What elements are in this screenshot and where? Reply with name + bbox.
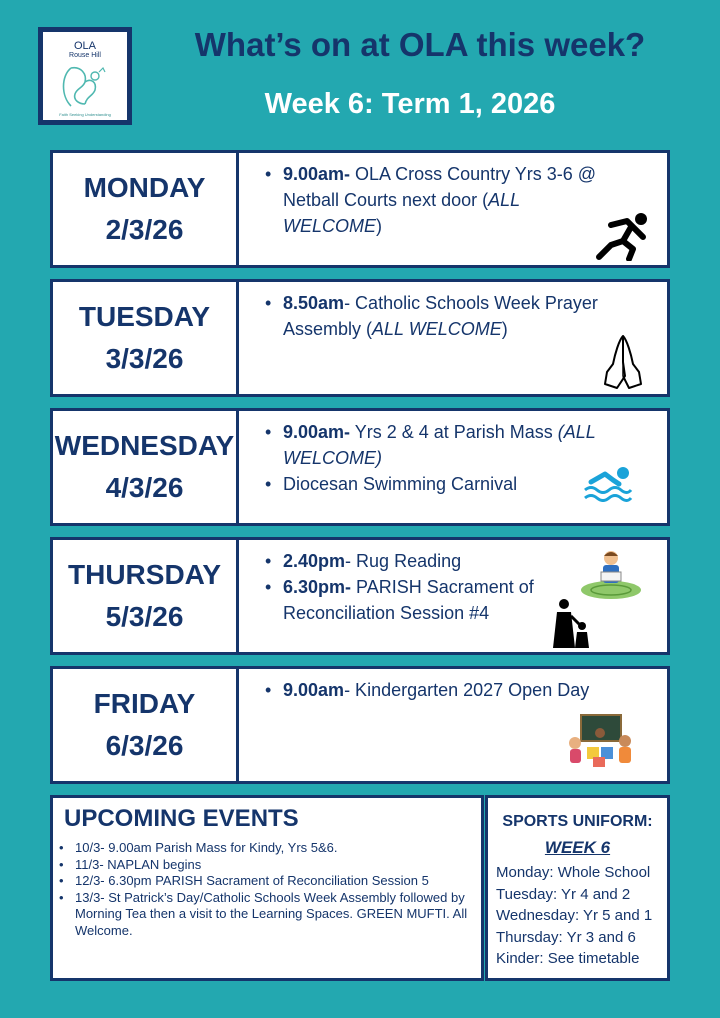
praying-hands-icon [601,332,645,390]
day-name: THURSDAY [68,559,221,590]
upcoming-events-panel [50,795,484,981]
event-text: - Rug Reading [345,551,462,571]
event-item [253,419,623,471]
event-item [253,290,623,342]
day-name: WEDNESDAY [54,430,235,461]
uniform-list [496,862,652,970]
event-note: ALL WELCOME [283,190,520,236]
event-note: ALL WELCOME [372,319,502,339]
day-row-monday [50,150,670,268]
logo-motto: Faith Seeking Understanding [59,112,111,117]
list-item: Thursday: Yr 3 and 6 [496,928,636,946]
list-item: Tuesday: Yr 4 and 2 [496,885,631,903]
day-label [53,153,239,265]
priest-confession-icon [553,598,591,650]
list-item: • 10/3- 9.00am Parish Mass for Kindy, Yrs 5&6. [53,840,473,857]
event-text: PARISH Sacrament of Reconciliation Session #4 [283,577,534,623]
day-name: MONDAY [83,172,206,203]
school-logo [38,27,132,125]
event-time: 6.30pm- [283,577,352,597]
list-item: • 12/3- 6.30pm PARISH Sacrament of Reconciliation Session 5 [53,873,473,890]
day-label [53,282,239,394]
upcoming-list [53,840,473,939]
day-row-tuesday [50,279,670,397]
day-row-thursday [50,537,670,655]
day-label [53,540,239,652]
event-time: 8.50am [283,293,345,313]
event-list [253,677,623,703]
sports-uniform-panel [485,795,670,981]
day-name: FRIDAY [93,688,196,719]
event-list [253,161,623,239]
day-label [53,411,239,523]
event-text: OLA Cross Country Yrs 3-6 @ Netball Courts next door ( [283,164,597,210]
event-list [253,290,623,342]
event-close: ) [376,216,383,236]
event-time: 9.00am [283,680,345,700]
event-item [253,161,623,239]
event-text: - Catholic Schools Week Prayer Assembly ( [283,293,598,339]
page-subtitle: Week 6: Term 1, 2026 [264,88,556,120]
list-item: • 11/3- NAPLAN begins [53,857,473,874]
event-note: (ALL WELCOME) [283,422,596,468]
event-list [253,419,623,497]
kids-classroom-icon [567,713,633,769]
event-time: 9.00am- [283,422,351,442]
list-item: Wednesday: Yr 5 and 1 [496,907,653,924]
event-text: Diocesan Swimming Carnival [283,474,518,494]
list-item: Monday: Whole School [496,864,651,881]
day-date: 3/3/26 [105,343,184,374]
swimmer-icon [583,466,633,502]
logo-place: Rouse Hill [69,52,101,59]
day-date: 4/3/26 [105,472,184,503]
uniform-week: WEEK 6 [544,838,611,857]
event-item [253,677,623,703]
day-date: 6/3/26 [105,730,184,761]
day-date: 2/3/26 [105,214,184,245]
upcoming-title: UPCOMING EVENTS [64,805,299,832]
page-title: What’s on at OLA this week? [194,26,646,63]
list-item: Kinder: See timetable [496,950,640,967]
event-time: 9.00am- [283,164,351,184]
reading-child-icon [579,548,643,600]
day-label [53,669,239,781]
event-close: ) [501,319,508,339]
day-name: TUESDAY [78,301,211,332]
day-row-friday [50,666,670,784]
event-text: - Kindergarten 2027 Open Day [344,680,590,700]
day-row-wednesday [50,408,670,526]
event-time: 2.40pm [283,551,346,571]
mother-child-icon [55,62,115,112]
event-text: Yrs 2 & 4 at Parish Mass [350,422,558,442]
event-item [253,471,623,497]
logo-name: OLA [73,40,96,52]
running-person-icon [593,211,653,261]
day-date: 5/3/26 [105,601,184,632]
event-item [253,548,623,574]
list-item: • 13/3- St Patrick’s Day/Catholic Schools Week Assembly followed by Morning Tea then a visit to the Learning Spaces. GREEN MUFTI. All Welcome. [53,890,473,940]
uniform-title: SPORTS UNIFORM: [502,813,653,830]
